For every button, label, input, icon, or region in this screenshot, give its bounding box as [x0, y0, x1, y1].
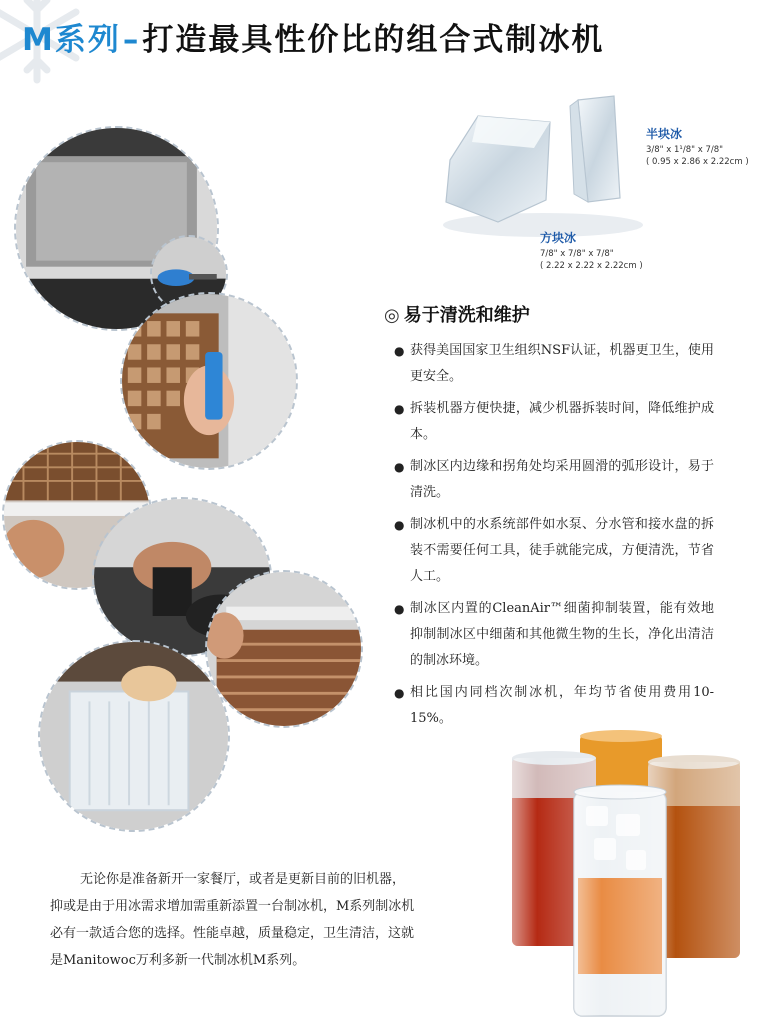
- half-cube-name: 半块冰: [646, 127, 683, 141]
- title-main: 打造最具性价比的组合式制冰机: [142, 22, 605, 58]
- list-item-text: 拆装机器方便快捷，减少机器拆装时间，降低维护成本。: [410, 401, 714, 442]
- list-item: [394, 512, 714, 590]
- bullet-dot-icon: ●: [394, 686, 405, 700]
- ice-cubes-image: [438, 90, 648, 240]
- list-item: [394, 454, 714, 506]
- bullet-dot-icon: ●: [394, 460, 405, 474]
- iced-drinks-image: [508, 728, 754, 1020]
- half-cube-size-cm: ( 0.95 x 2.86 x 2.22cm ): [646, 156, 749, 167]
- photo-ice-curtain: [38, 640, 230, 832]
- intro-paragraph: [50, 866, 480, 974]
- list-item: [394, 396, 714, 448]
- full-cube-size-inch: 7/8" x 7/8" x 7/8": [540, 249, 614, 260]
- list-item: [394, 596, 714, 674]
- intro-line-4: 是Manitowoc万利多新一代制冰机M系列。: [50, 953, 306, 968]
- half-cube-caption: [646, 126, 749, 168]
- page-title: [22, 14, 604, 59]
- section-heading: [384, 301, 530, 327]
- list-item-text: 制冰区内边缘和拐角处均采用圆滑的弧形设计，易于清洗。: [410, 459, 714, 500]
- list-item-text: 获得美国国家卫生组织NSF认证，机器更卫生，使用更安全。: [410, 343, 714, 384]
- half-cube-size-inch: 3/8" x 1¹/8" x 7/8": [646, 145, 724, 156]
- bullet-dot-icon: ●: [394, 344, 405, 358]
- full-cube-name: 方块冰: [540, 231, 577, 245]
- bullet-dot-icon: ●: [394, 402, 405, 416]
- full-cube-size-cm: ( 2.22 x 2.22 x 2.22cm ): [540, 260, 643, 271]
- photo-distribution-tube: [205, 570, 363, 728]
- list-item-text: 制冰机中的水系统部件如水泵、分水管和接水盘的拆装不需要任何工具，徒手就能完成，方便清洗，节省人工。: [410, 517, 714, 584]
- list-item-text: 相比国内同档次制冰机，年均节省使用费用10-15%。: [410, 685, 714, 726]
- intro-line-2: 抑或是由于用冰需求增加需重新添置一台制冰机，M系列制冰机: [50, 899, 415, 914]
- list-item: [394, 338, 714, 390]
- bullet-dot-icon: ●: [394, 518, 405, 532]
- section-title: 易于清洗和维护: [403, 305, 530, 326]
- title-dash: –: [122, 22, 141, 58]
- double-circle-icon: ◎: [384, 305, 400, 326]
- list-item: [394, 680, 714, 732]
- intro-line-1: 无论你是准备新开一家餐厅，或者是更新目前的旧机器，: [80, 872, 406, 887]
- photo-cleaning-evaporator: [120, 292, 298, 470]
- intro-line-3: 必有一款适合您的选择。性能卓越，质量稳定，卫生清洁，这就: [50, 926, 415, 941]
- bullet-dot-icon: ●: [394, 602, 405, 616]
- list-item-text: 制冰区内置的CleanAir™细菌抑制装置，能有效地抑制制冰区中细菌和其他微生物的生长，净化出清洁的制冰环境。: [410, 601, 714, 668]
- title-series: M系列: [22, 22, 121, 58]
- feature-list: [394, 338, 714, 738]
- full-cube-caption: [540, 230, 643, 272]
